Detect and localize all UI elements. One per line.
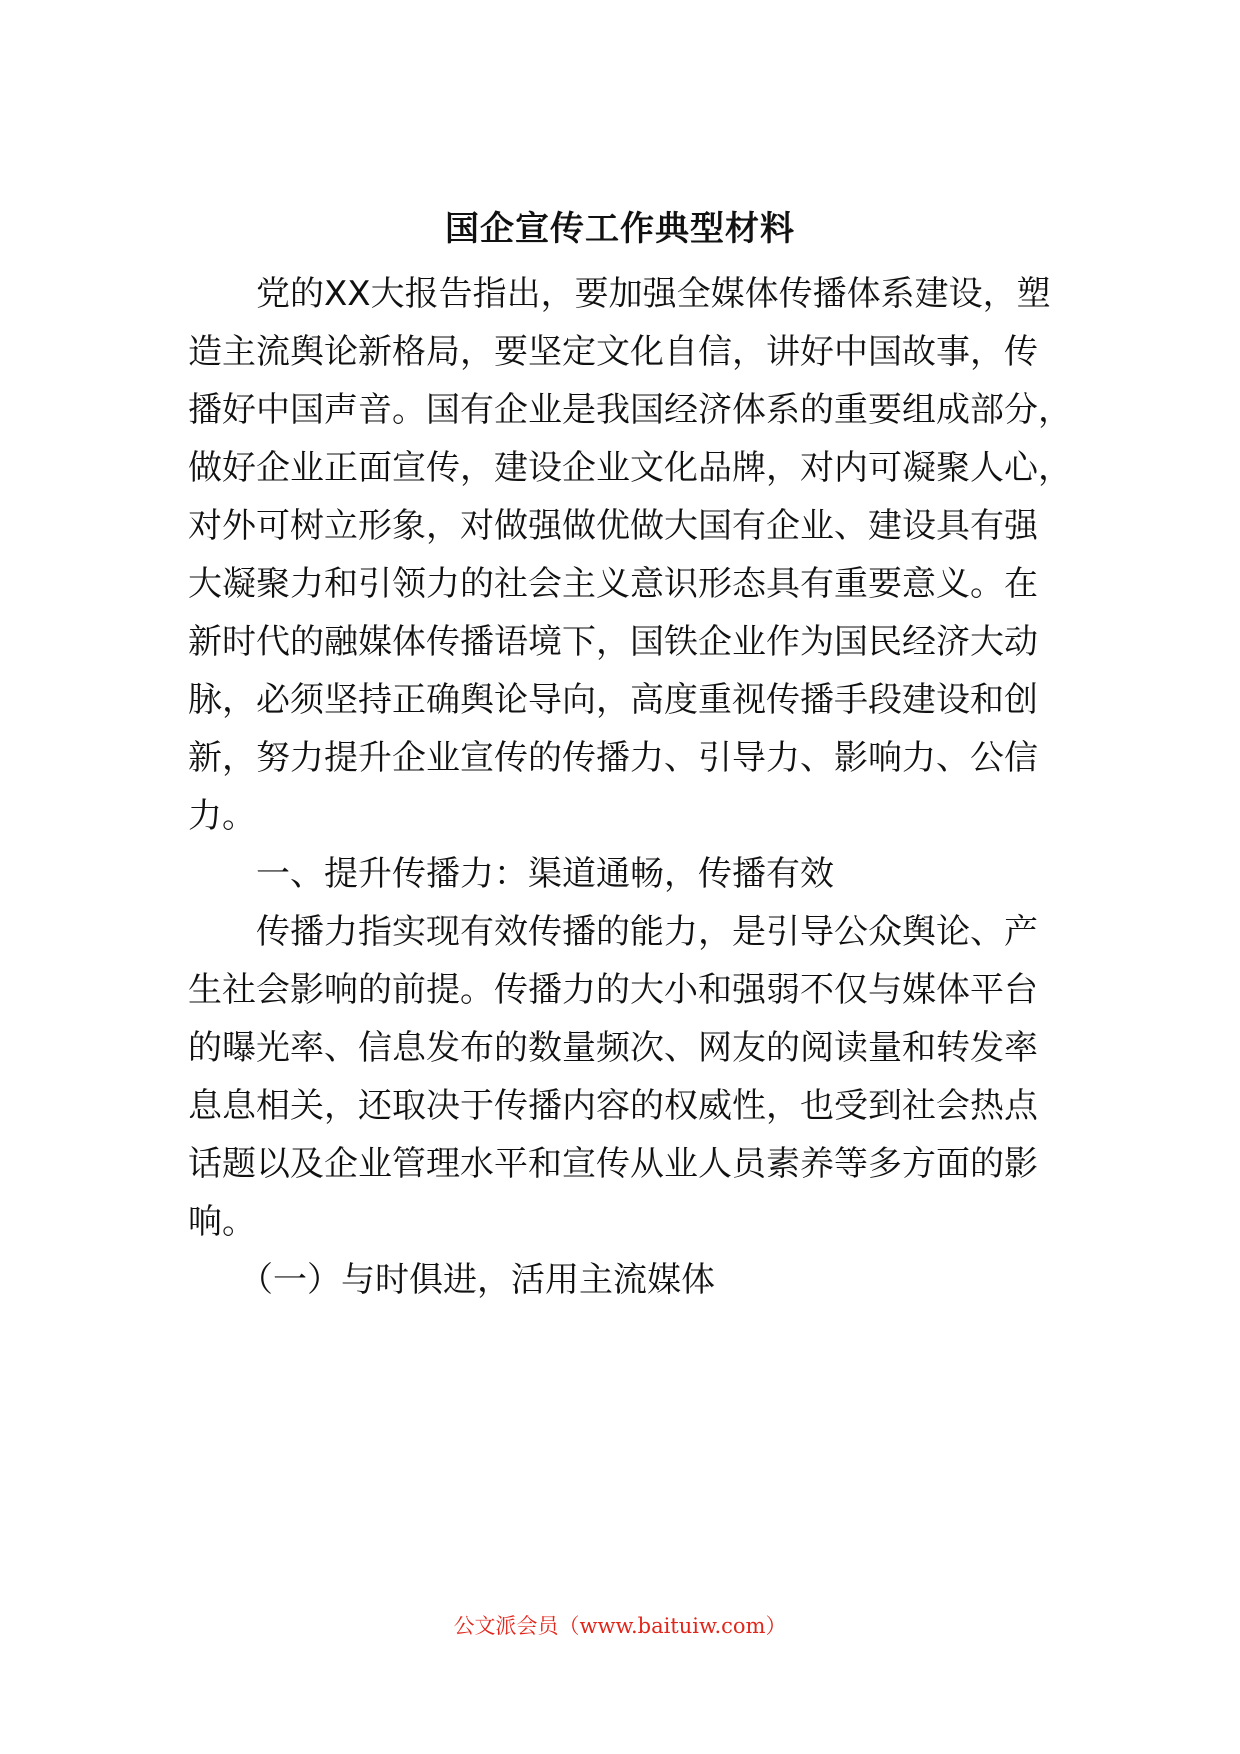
footer-watermark: 公文派会员（www.baituiw.com） [453, 1614, 787, 1638]
body-line: 党的XX大报告指出，要加强全媒体传播体系建设，塑 [188, 274, 1051, 314]
body-line: 大凝聚力和引领力的社会主义意识形态具有重要意义。在 [188, 564, 1038, 604]
body-line: 新时代的融媒体传播语境下，国铁企业作为国民经济大动 [188, 622, 1038, 662]
section-heading: 一、提升传播力：渠道通畅，传播有效 [188, 854, 834, 894]
body-line: 的曝光率、信息发布的数量频次、网友的阅读量和转发率 [188, 1028, 1038, 1068]
body-line: 息息相关，还取决于传播内容的权威性，也受到社会热点 [188, 1086, 1038, 1126]
subsection-heading: （一）与时俱进，活用主流媒体 [188, 1260, 715, 1300]
body-line: 做好企业正面宣传，建设企业文化品牌，对内可凝聚人心， [188, 448, 1072, 488]
body-line: 生社会影响的前提。传播力的大小和强弱不仅与媒体平台 [188, 970, 1038, 1010]
body-line: 话题以及企业管理水平和宣传从业人员素养等多方面的影 [188, 1144, 1038, 1184]
body-line: 脉，必须坚持正确舆论导向，高度重视传播手段建设和创 [188, 680, 1038, 720]
body-line: 传播力指实现有效传播的能力，是引导公众舆论、产 [188, 912, 1038, 952]
body-line: 新，努力提升企业宣传的传播力、引导力、影响力、公信 [188, 738, 1038, 778]
body-line: 造主流舆论新格局，要坚定文化自信，讲好中国故事，传 [188, 332, 1038, 372]
body-line: 播好中国声音。国有企业是我国经济体系的重要组成部分， [188, 390, 1072, 430]
body-line: 力。 [188, 796, 256, 836]
body-line: 响。 [188, 1202, 256, 1242]
document-title: 国企宣传工作典型材料 [445, 209, 795, 249]
body-line: 对外可树立形象，对做强做优做大国有企业、建设具有强 [188, 506, 1038, 546]
